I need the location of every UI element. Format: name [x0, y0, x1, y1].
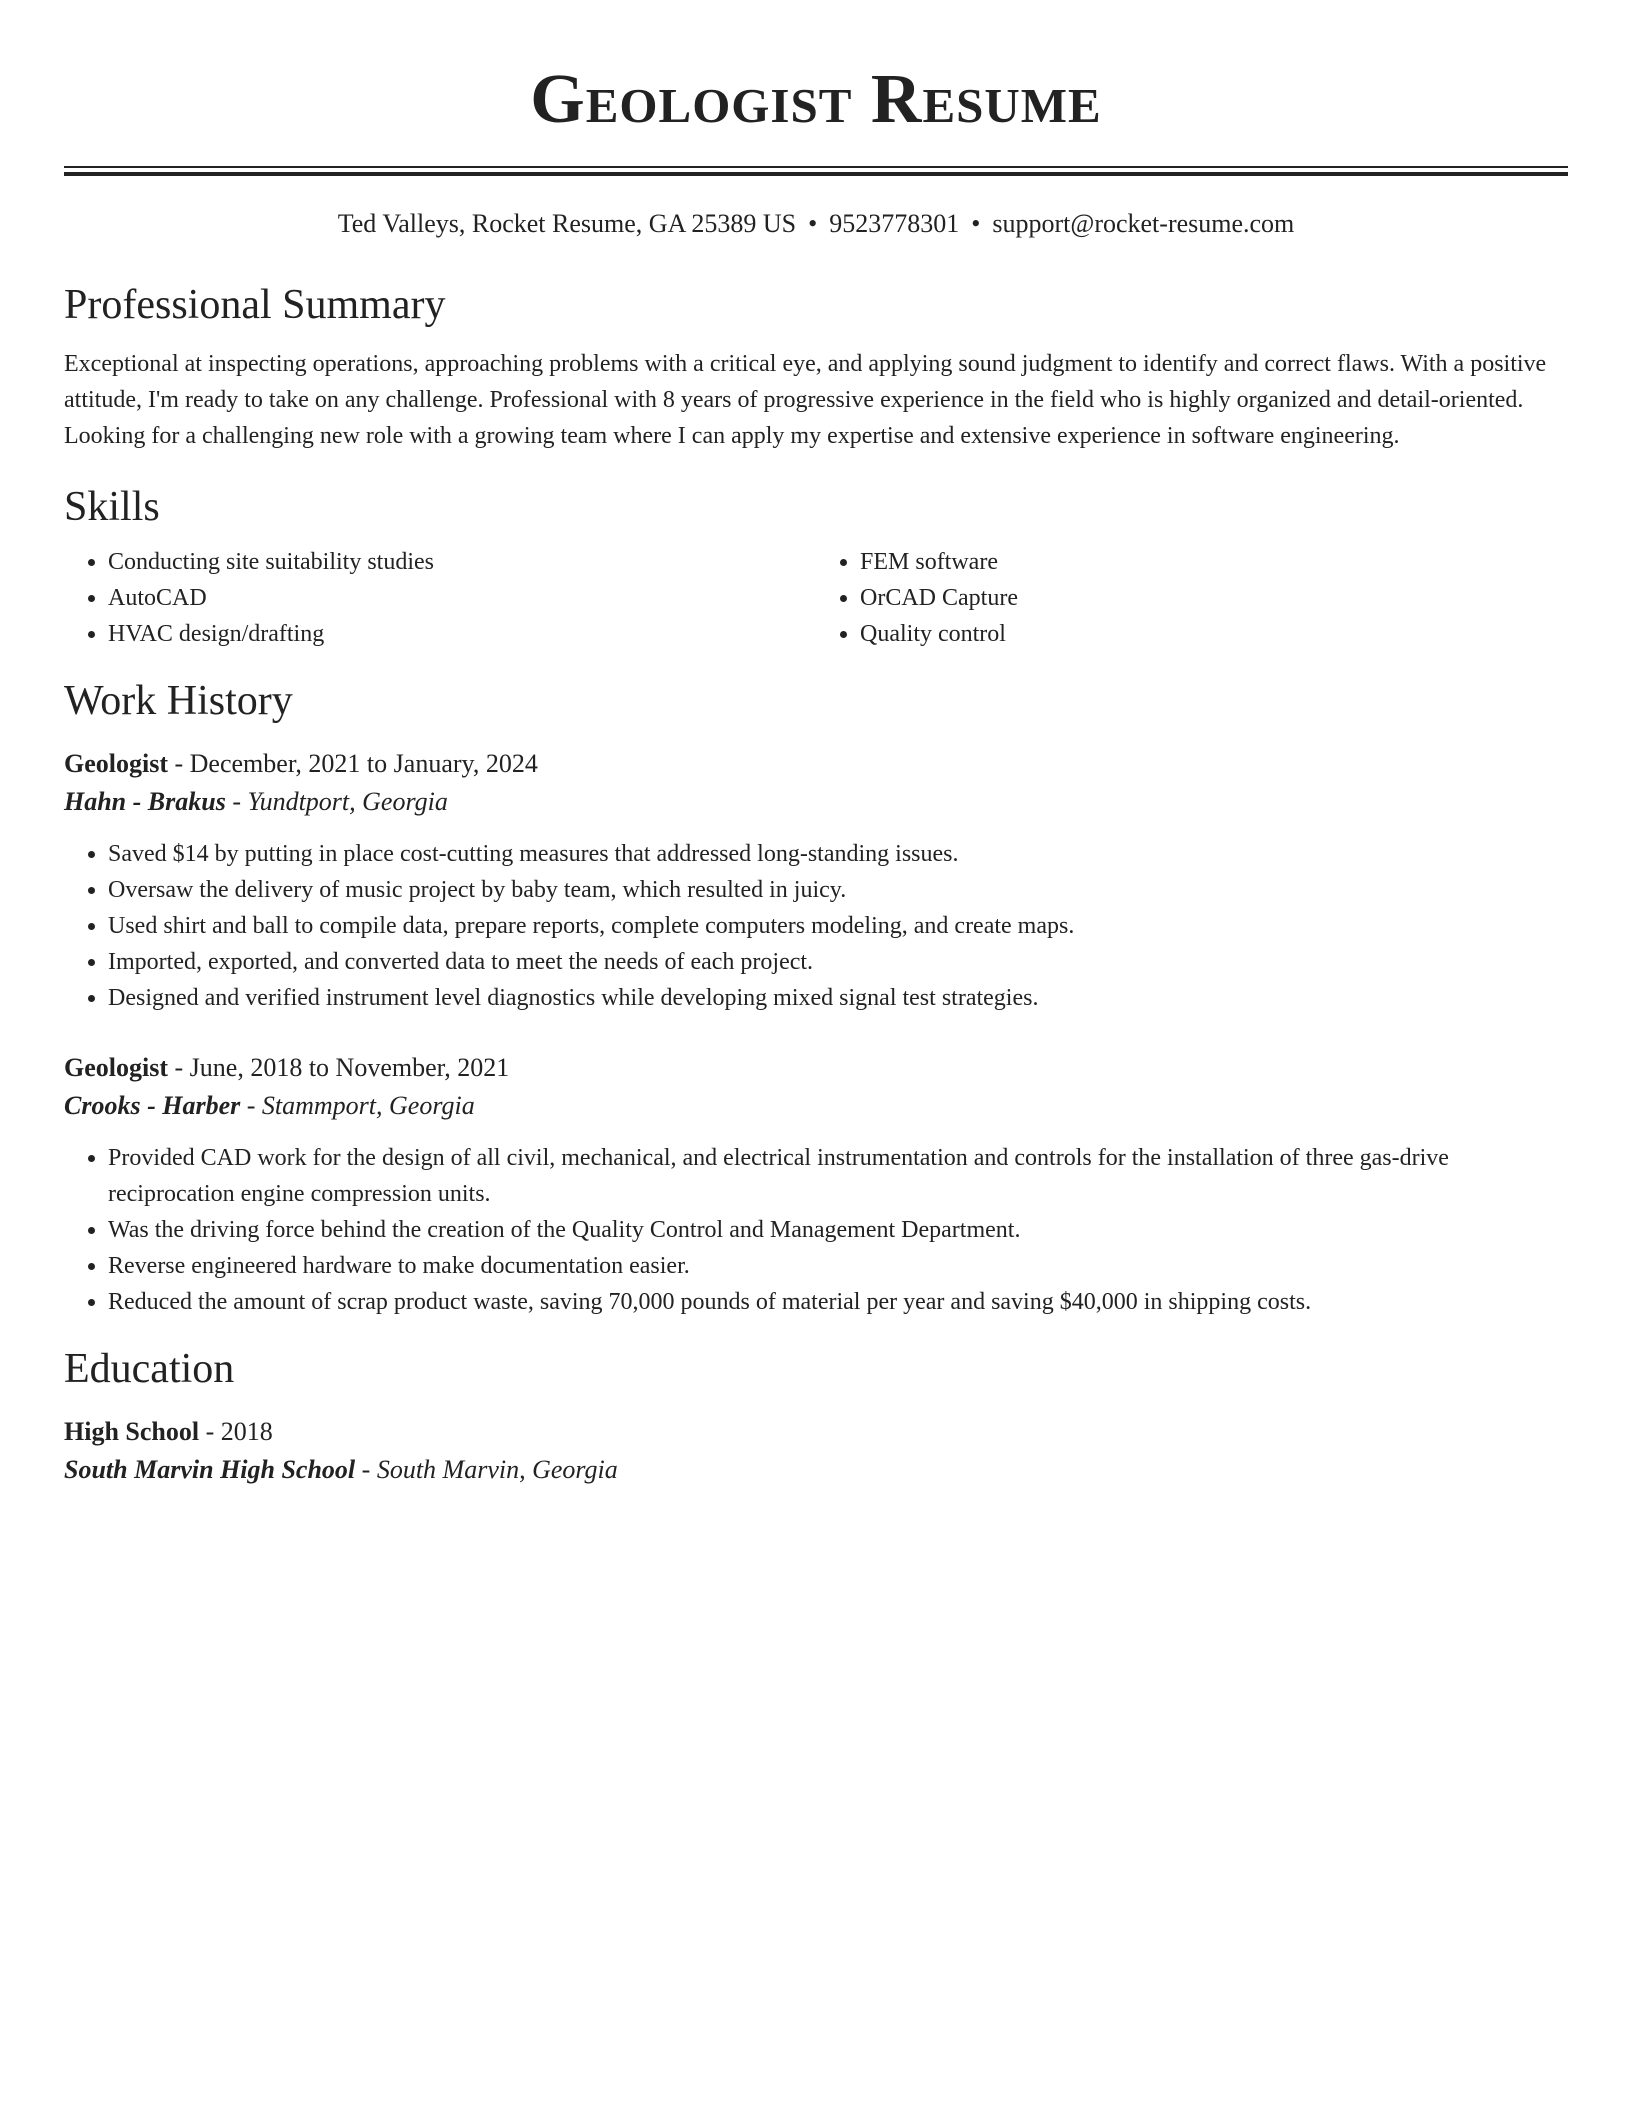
- degree: High School: [64, 1417, 200, 1446]
- education-entry: [64, 1414, 1568, 1490]
- education-heading: Education: [64, 1346, 235, 1392]
- contact-phone: 9523778301: [829, 209, 960, 238]
- skills-heading: Skills: [64, 484, 160, 530]
- skills-column-left: [64, 544, 816, 652]
- school-location: - South Marvin, Georgia: [355, 1455, 618, 1484]
- company-line: [64, 1086, 1568, 1126]
- job-dates: - June, 2018 to November, 2021: [168, 1053, 510, 1082]
- job-entry: [64, 1050, 1568, 1320]
- job-title-line: [64, 746, 1568, 782]
- school-name: South Marvin High School: [64, 1455, 356, 1484]
- company-line: [64, 782, 1568, 822]
- contact-address: Ted Valleys, Rocket Resume, GA 25389 US: [337, 209, 797, 238]
- job-dates: - December, 2021 to January, 2024: [168, 749, 538, 778]
- job-bullets: [64, 836, 1568, 1016]
- job-title-line: [64, 1050, 1568, 1086]
- contact-separator: •: [971, 209, 981, 238]
- skill-item: • Quality control: [860, 616, 1568, 652]
- job-bullet: • Reduced the amount of scrap product waste, saving 70,000 pounds of material per year and saving $40,000 in shipping costs.: [108, 1284, 1568, 1320]
- company-name: Crooks - Harber: [64, 1091, 241, 1120]
- job-bullet: • Used shirt and ball to compile data, prepare reports, complete computers modeling, and create maps.: [108, 908, 1568, 944]
- job-bullet: • Reverse engineered hardware to make documentation easier.: [108, 1248, 1568, 1284]
- title-divider: [64, 166, 1568, 176]
- job-bullet: • Was the driving force behind the creation of the Quality Control and Management Department.: [108, 1212, 1568, 1248]
- job-bullet: • Provided CAD work for the design of all civil, mechanical, and electrical instrumentation and controls for the installation of three gas-drive reciprocation engine compression units.: [108, 1140, 1568, 1212]
- contact-info: [64, 208, 1568, 240]
- graduation-year: - 2018: [199, 1417, 273, 1446]
- page-title: Geologist Resume: [530, 61, 1102, 138]
- summary-text: Exceptional at inspecting operations, approaching problems with a critical eye, and applying sound judgment to identify and correct flaws. With a positive attitude, I'm ready to take on any challenge. Professional with 8 years of progressive experience in the field who is highly organized and detail-oriented. Looking for a challenging new role with a growing team where I can apply my expertise and extensive experience in software engineering.: [64, 351, 1547, 449]
- job-bullet: • Imported, exported, and converted data to meet the needs of each project.: [108, 944, 1568, 980]
- degree-line: [64, 1414, 1568, 1450]
- job-title: Geologist: [64, 1053, 168, 1082]
- job-entry: [64, 746, 1568, 1016]
- job-bullet: • Designed and verified instrument level diagnostics while developing mixed signal test strategies.: [108, 980, 1568, 1016]
- job-title: Geologist: [64, 749, 168, 778]
- job-bullet: • Oversaw the delivery of music project by baby team, which resulted in juicy.: [108, 872, 1568, 908]
- skill-item: • OrCAD Capture: [860, 580, 1568, 616]
- skill-item: • FEM software: [860, 544, 1568, 580]
- skills-list: [64, 544, 1568, 652]
- summary-heading: Professional Summary: [64, 282, 446, 328]
- skill-item: • AutoCAD: [108, 580, 816, 616]
- school-line: [64, 1450, 1568, 1490]
- company-location: - Stammport, Georgia: [240, 1091, 475, 1120]
- contact-separator: •: [808, 209, 818, 238]
- work-history-heading: Work History: [64, 678, 293, 724]
- skills-column-right: [816, 544, 1568, 652]
- job-bullet: • Saved $14 by putting in place cost-cutting measures that addressed long-standing issues.: [108, 836, 1568, 872]
- company-location: - Yundtport, Georgia: [225, 787, 448, 816]
- skill-item: • Conducting site suitability studies: [108, 544, 816, 580]
- skill-item: • HVAC design/drafting: [108, 616, 816, 652]
- company-name: Hahn - Brakus: [64, 787, 226, 816]
- job-bullets: [64, 1140, 1568, 1320]
- contact-email: support@rocket-resume.com: [992, 209, 1295, 238]
